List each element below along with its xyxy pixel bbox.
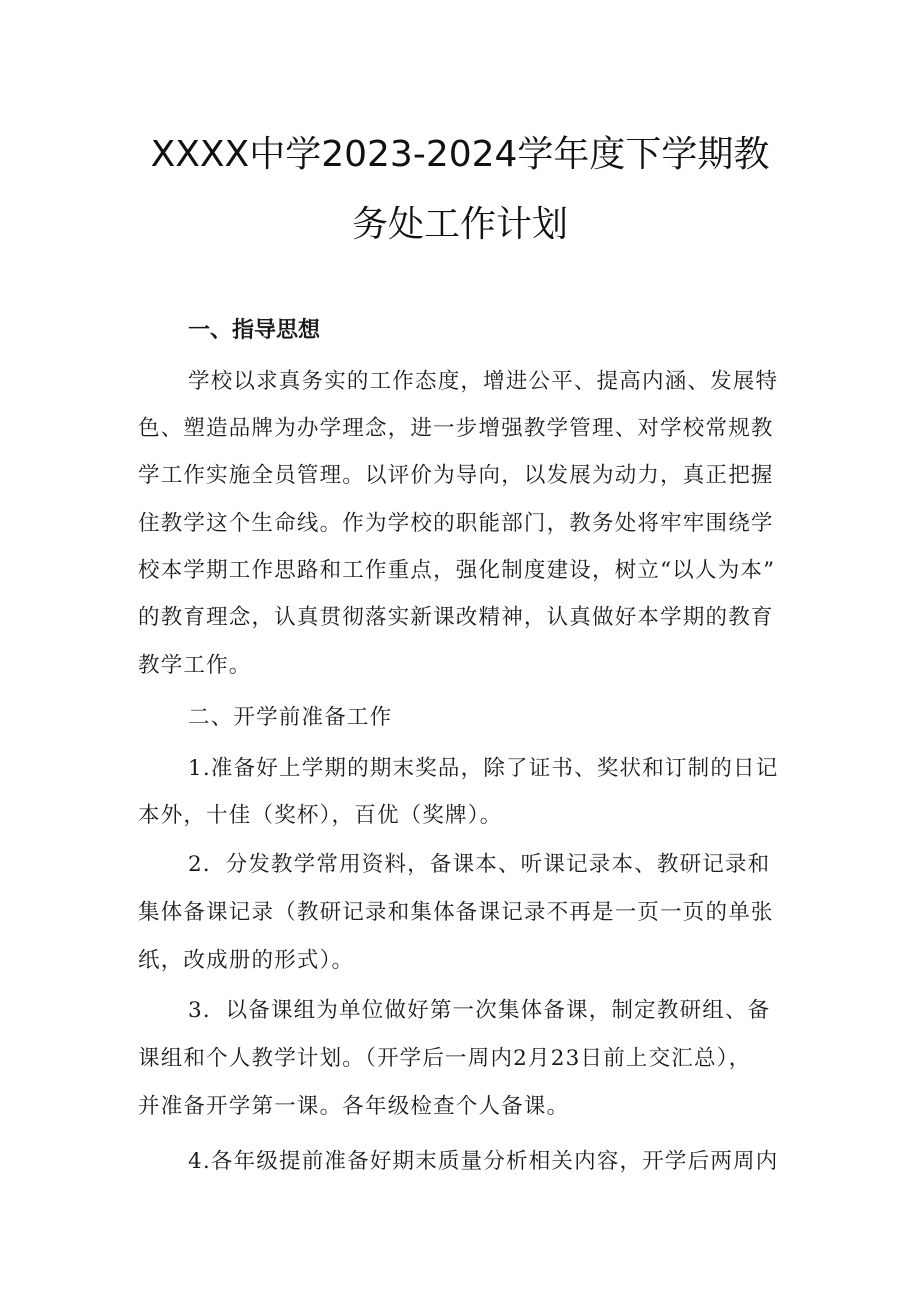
document-title-line2: 务处工作计划 — [351, 204, 568, 245]
paragraph-line: 学工作实施全员管理。以评价为导向，以发展为动力，真正把握 — [138, 463, 774, 488]
list-item-line: 3．以备课组为单位做好第一次集体备课，制定教研组、备 — [188, 998, 771, 1023]
list-item-line: 1.准备好上学期的期末奖品，除了证书、奖状和订制的日记 — [188, 756, 779, 781]
list-item-line: 本外，十佳（奖杯），百优（奖牌）。 — [138, 803, 503, 828]
section2-heading: 二、开学前准备工作 — [188, 705, 393, 730]
paragraph-line: 的教育理念，认真贯彻落实新课改精神，认真做好本学期的教育 — [138, 605, 774, 630]
paragraph-line: 教学工作。 — [138, 653, 252, 678]
section1-heading: 一、指导思想 — [188, 318, 321, 343]
list-item-line: 集体备课记录（教研记录和集体备课记录不再是一页一页的单张 — [138, 900, 774, 925]
list-item-line: 4.各年级提前准备好期末质量分析相关内容，开学后两周内 — [188, 1149, 779, 1174]
list-item-line: 课组和个人教学计划。（开学后一周内2月23日前上交汇总）， — [138, 1046, 752, 1071]
paragraph-line: 住教学这个生命线。作为学校的职能部门，教务处将牢牢围绕学 — [138, 511, 774, 536]
list-item-line: 并准备开学第一课。各年级检查个人备课。 — [138, 1094, 570, 1119]
list-item-line: 2．分发教学常用资料，备课本、听课记录本、教研记录和 — [188, 852, 771, 877]
paragraph-line: 学校以求真务实的工作态度，增进公平、提高内涵、发展特 — [188, 369, 779, 394]
document-title-line1: XXXX中学2023-2024学年度下学期教 — [150, 134, 770, 175]
paragraph-line: 校本学期工作思路和工作重点，强化制度建设，树立“以人为本” — [138, 558, 776, 583]
paragraph-line: 色、塑造品牌为办学理念，进一步增强教学管理、对学校常规教 — [138, 416, 774, 441]
list-item-line: 纸，改成册的形式）。 — [138, 948, 355, 973]
